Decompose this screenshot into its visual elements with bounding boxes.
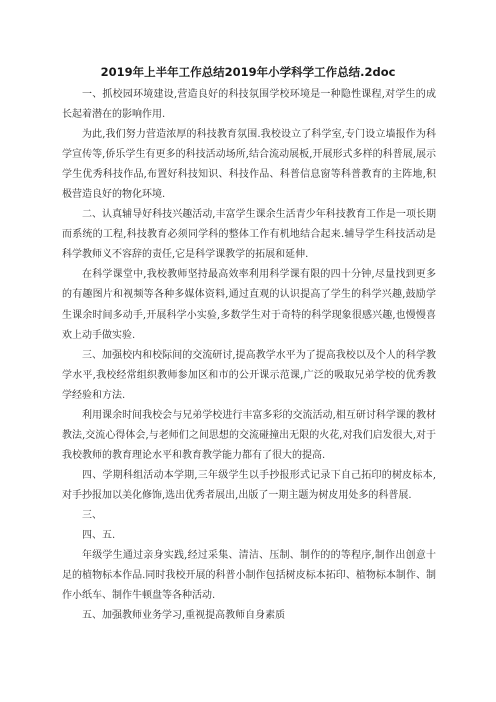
paragraph: 一、抓校园环境建设,营造良好的科技氛围学校环境是一种隐性课程,对学生的成长起着潜在的影响作用. xyxy=(62,89,436,121)
document-body xyxy=(62,85,436,626)
paragraph: 三、加强校内和校际间的交流研讨,提高教学水平为了提高我校以及个人的科学教学水平,我校经常组织教师参加区和市的公开课示范课,广泛的吸取兄弟学校的优秀教学经验和方法. xyxy=(62,349,436,401)
paragraph: 二、认真辅导好科技兴趣活动,丰富学生课余生活青少年科技教育工作是一项长期而系统的工程,科技教育必须同学科的整体工作有机地结合起来.辅导学生科技活动是科学教师义不容辞的责任,它是科学课教学的拓展和延伸. xyxy=(62,209,436,261)
paragraph: 年级学生通过亲身实践,经过采集、清洁、压制、制作的的等程序,制作出创意十足的植物标本作品.同时我校开展的科普小制作包括树皮标本拓印、植物标本制作、制作小纸车、制作牛顿盘等各种活动. xyxy=(62,550,436,602)
paragraph: 四、五. xyxy=(82,530,116,542)
paragraph: 五、加强教师业务学习,重视提高教师自身素质 xyxy=(82,610,286,622)
document-title: 2019年上半年工作总结2019年小学科学工作总结.2doc xyxy=(100,65,396,79)
paragraph: 四、学期科组活动本学期,三年级学生以手抄报形式记录下自己拓印的树皮标本,对手抄报加以美化修饰,选出优秀者展出,出版了一期主题为树皮用处多的科普展. xyxy=(62,469,436,501)
paragraph: 为此,我们努力营造浓厚的科技教育氛围.我校设立了科学室,专门设立墙报作为科学宣传等,侨乐学生有更多的科技活动场所,结合流动展板,开展形式多样的科普展,展示学生优秀科技作品,布置好科技知识、科技作品、科普信息窗等科普教育的主阵地,积极营造良好的物化环境. xyxy=(62,129,436,201)
paragraph: 在科学课堂中,我校教师坚持最高效率利用科学课有限的四十分钟,尽量找到更多的有趣图片和视频等各种多媒体资料,通过直观的认识提高了学生的科学兴趣,鼓励学生课余时间多动手,开展科学小实验,多数学生对于奇特的科学现象很感兴趣,也慢慢喜欢上动手做实验. xyxy=(62,269,436,341)
paragraph: 利用课余时间我校会与兄弟学校进行丰富多彩的交流活动,相互研讨科学课的教材教法,交流心得体会,与老师们之间思想的交流碰撞出无限的火花,对我们启发很大,对于我校教师的教育理论水平和教育教学能力都有了很大的提高. xyxy=(62,409,436,461)
paragraph: 三、 xyxy=(82,509,102,521)
